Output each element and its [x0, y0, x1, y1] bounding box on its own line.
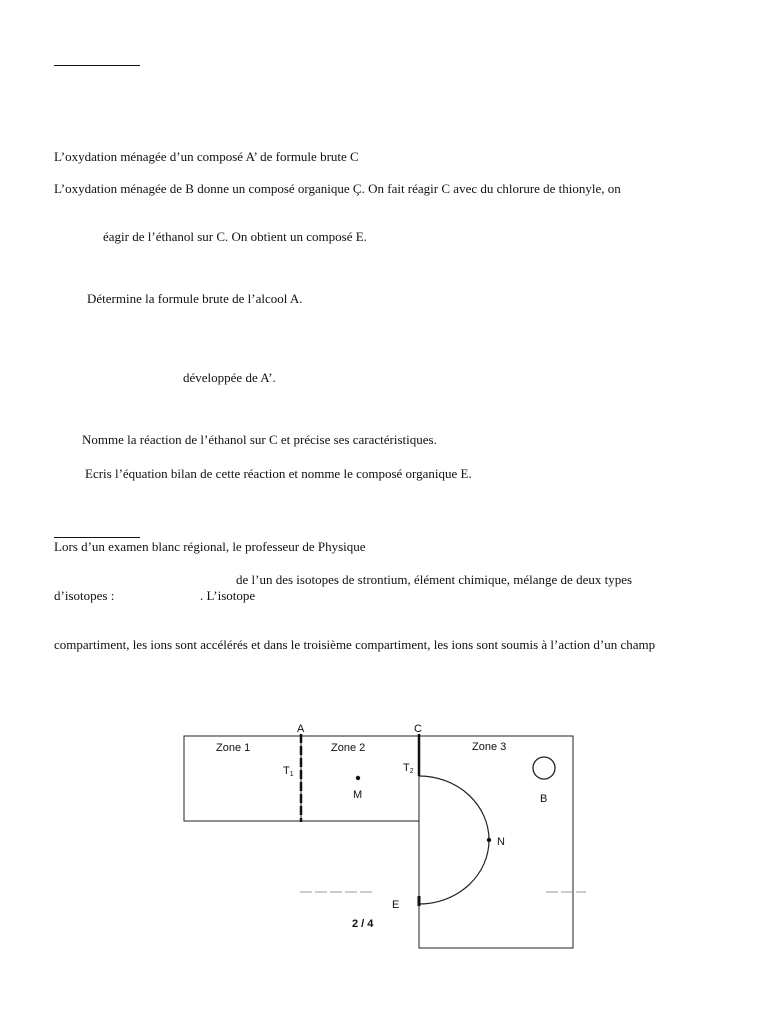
label-zone1: Zone 1 — [216, 742, 251, 754]
label-T2 — [403, 762, 414, 775]
label-B: B — [540, 793, 548, 805]
label-M: M — [353, 789, 363, 801]
label-C: C — [414, 723, 422, 735]
label-N: N — [497, 836, 505, 848]
question-nomme-reaction: Nomme la réaction de l’éthanol sur C et précise ses caractéristiques. — [82, 432, 437, 447]
ion-trajectory — [419, 776, 489, 904]
label-E: E — [392, 899, 400, 911]
point-N — [487, 838, 491, 842]
label-zone2: Zone 2 — [331, 742, 366, 754]
page-number: 2 / 4 — [352, 918, 374, 930]
label-T1-letter: T — [283, 765, 290, 777]
text-line-isotopes-strontium: de l’un des isotopes de strontium, élément chimique, mélange de deux types — [236, 572, 633, 587]
text-line-oxydation-B: L’oxydation ménagée de B donne un composé organique Ç. On fait réagir C avec du chlorure de thionyle, on — [54, 181, 621, 196]
zone3-box — [419, 736, 573, 948]
point-M — [356, 776, 360, 780]
question-equation-bilan: Ecris l’équation bilan de cette réaction et nomme le composé organique E. — [85, 466, 472, 481]
label-A: A — [297, 723, 305, 735]
label-T1 — [283, 765, 294, 778]
field-B-symbol — [533, 757, 555, 779]
text-line-compartiment: compartiment, les ions sont accélérés et dans le troisième compartiment, les ions sont soumis à l’action d’un champ — [54, 637, 656, 652]
label-T1-subscript: 1 — [289, 771, 294, 778]
text-line-l-isotope: . L’isotope — [200, 588, 256, 603]
label-T2-subscript: 2 — [409, 768, 414, 775]
text-line-examen-blanc: Lors d’un examen blanc régional, le professeur de Physique — [54, 539, 366, 554]
text-line-ethanol-sur-C: éagir de l’éthanol sur C. On obtient un composé E. — [103, 229, 367, 244]
text-line-isotopes: d’isotopes : — [54, 588, 115, 603]
label-T2-letter: T — [403, 762, 410, 774]
text-line-oxydation-A-prime: L’oxydation ménagée d’un composé A’ de formule brute C — [54, 149, 359, 164]
question-developpee: développée de A’. — [183, 370, 276, 385]
question-formule-brute: Détermine la formule brute de l’alcool A. — [87, 291, 303, 306]
label-zone3: Zone 3 — [472, 741, 507, 753]
